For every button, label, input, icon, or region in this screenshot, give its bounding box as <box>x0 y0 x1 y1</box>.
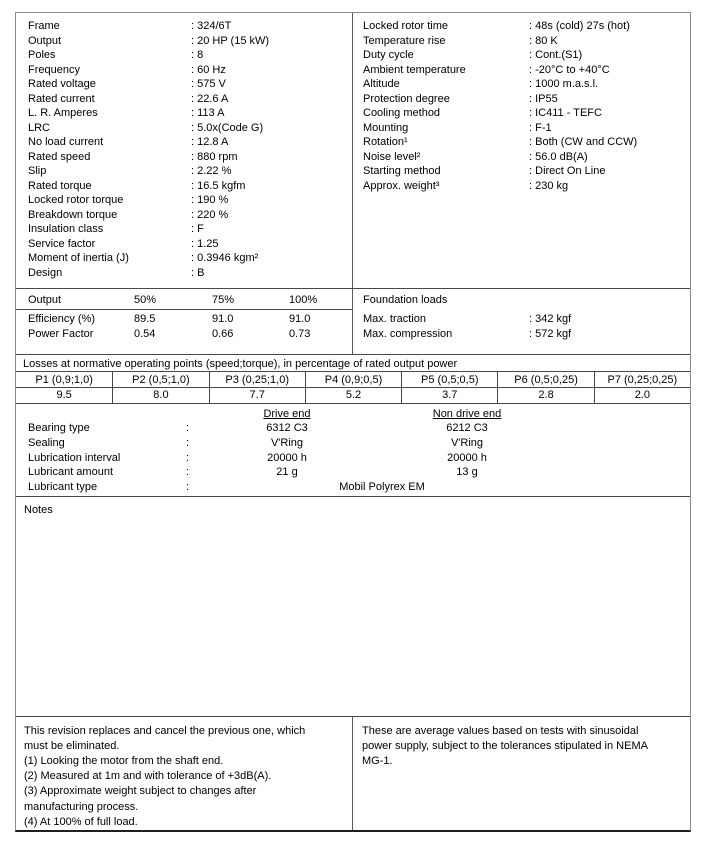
spec-row <box>363 179 690 194</box>
bearings-non-drive-end-value: 6212 C3 <box>446 422 488 435</box>
lubricant-type-label: Lubricant type <box>28 480 98 493</box>
spec-label: Starting method <box>363 165 441 177</box>
performance-row-label: Power Factor <box>28 327 94 340</box>
losses-point-header: P5 (0,5;0,5) <box>401 372 497 388</box>
performance-row <box>16 327 352 342</box>
spec-label: Duty cycle <box>363 49 414 61</box>
footer-note-line: MG-1. <box>362 754 393 767</box>
spec-row <box>28 77 352 92</box>
spec-value: : 5.0x(Code G) <box>191 121 352 136</box>
performance-row-label: Efficiency (%) <box>28 312 96 325</box>
bearings-row-label: Lubrication interval <box>28 451 121 464</box>
foundation-loads <box>352 289 690 354</box>
footer-note-line: (2) Measured at 1m and with tolerance of +3dB(A). <box>24 770 272 783</box>
performance-value-100: 91.0 <box>289 312 311 325</box>
spec-value: : IP55 <box>529 92 690 107</box>
spec-label: Mounting <box>363 121 409 134</box>
spec-label: Noise level² <box>363 150 421 163</box>
spec-label: Moment of inertia (J) <box>28 252 129 264</box>
spec-label: Insulation class <box>28 223 104 235</box>
spec-label: Rated speed <box>28 150 91 163</box>
non-drive-end-header: Non drive end <box>432 407 502 420</box>
spec-value: : 60 Hz <box>191 63 352 78</box>
spec-label: Temperature rise <box>363 34 446 47</box>
spec-label: Design <box>28 266 63 279</box>
spec-label: Rated torque <box>28 179 92 192</box>
losses-point-header: P3 (0,25;1,0) <box>209 372 305 388</box>
performance-section <box>16 288 690 354</box>
bearings-colon <box>186 421 202 436</box>
bearings-drive-end-value: 21 g <box>276 466 298 479</box>
bearings-row-label: Lubricant amount <box>28 466 113 479</box>
bearings-header-row <box>28 407 690 422</box>
spec-label: Cooling method <box>363 107 441 119</box>
bearings-non-drive-end-value: V'Ring <box>450 436 484 449</box>
foundation-row <box>363 327 690 342</box>
performance-value-100: 0.73 <box>289 327 311 340</box>
losses-point-value: 2.8 <box>497 388 593 403</box>
losses-point-value: 2.0 <box>594 388 690 403</box>
spec-value: : 575 V <box>191 77 352 92</box>
spec-row <box>28 193 352 208</box>
specs-left-column <box>16 13 352 288</box>
spec-value: : 113 A <box>191 106 352 121</box>
foundation-label: Max. compression <box>363 327 453 340</box>
spec-label: Protection degree <box>363 92 450 105</box>
spec-row <box>363 92 690 107</box>
bearings-row <box>28 451 690 466</box>
performance-header-75: 75% <box>212 293 235 306</box>
spec-row <box>363 150 690 165</box>
spec-value: : B <box>191 266 352 281</box>
spec-row <box>28 121 352 136</box>
spec-label: Locked rotor time <box>363 20 448 32</box>
footer-note-line: manufacturing process. <box>24 800 139 813</box>
spec-label: Poles <box>28 49 56 61</box>
spec-value: : 1.25 <box>191 237 352 252</box>
foundation-value: : 572 kgf <box>529 327 690 342</box>
spec-value: : 190 % <box>191 193 352 208</box>
spec-row <box>28 251 352 266</box>
performance-rows <box>16 310 352 342</box>
spec-value: : 16.5 kgfm <box>191 179 352 194</box>
losses-header-row <box>16 371 690 388</box>
losses-point-value: 3.7 <box>401 388 497 403</box>
specs-section <box>16 13 690 288</box>
bearings-row-label: Sealing <box>28 436 65 449</box>
datasheet-frame <box>15 12 691 832</box>
spec-value: : F-1 <box>529 121 690 136</box>
bearings-section <box>16 403 690 497</box>
footer-note-line: (1) Looking the motor from the shaft end. <box>24 754 224 767</box>
bearings-header-spacer2 <box>186 407 202 422</box>
spec-value: : 2.22 % <box>191 164 352 179</box>
losses-values-row <box>16 388 690 403</box>
spec-row <box>363 34 690 49</box>
spec-value: : Direct On Line <box>529 164 690 179</box>
spec-value: : 0.3946 kgm² <box>191 251 352 266</box>
spec-row <box>28 237 352 252</box>
performance-header-100: 100% <box>289 293 318 306</box>
spec-value: : 1000 m.a.s.l. <box>529 77 690 92</box>
footer-note-line: These are average values based on tests with sinusoidal <box>362 724 639 737</box>
bearings-drive-end-value: 6312 C3 <box>266 422 308 435</box>
spec-label: No load current <box>28 136 104 148</box>
losses-point-header: P6 (0,5;0,25) <box>497 372 593 388</box>
spec-label: Locked rotor torque <box>28 194 124 206</box>
bearings-drive-end-value: 20000 h <box>267 451 307 464</box>
bearings-non-drive-end-value: 20000 h <box>447 451 487 464</box>
bearings-non-drive-end-value: 13 g <box>456 466 478 479</box>
lubricant-type-value: Mobil Polyrex EM <box>339 480 425 493</box>
bearings-colon <box>186 451 202 466</box>
spec-row <box>28 34 352 49</box>
performance-header-row <box>16 289 352 310</box>
spec-row <box>363 77 690 92</box>
specs-right-column <box>352 13 690 288</box>
losses-point-header: P1 (0,9;1,0) <box>35 373 93 386</box>
footer-left-notes <box>16 717 352 830</box>
drive-end-header: Drive end <box>263 407 311 420</box>
losses-point-header: P2 (0,5;1,0) <box>112 372 208 388</box>
spec-label: Breakdown torque <box>28 208 118 221</box>
footer-note-line: (3) Approximate weight subject to changes after <box>24 785 257 798</box>
spec-value: : F <box>191 222 352 237</box>
spec-label: Frequency <box>28 63 80 76</box>
spec-value: : Cont.(S1) <box>529 48 690 63</box>
spec-row <box>363 164 690 179</box>
spec-label: Rated voltage <box>28 78 96 90</box>
spec-label: Approx. weight³ <box>363 179 440 192</box>
spec-row <box>28 92 352 107</box>
spec-label: Rated current <box>28 92 95 105</box>
spec-label: Rotation¹ <box>363 136 408 148</box>
losses-point-header: P7 (0,25;0,25) <box>594 372 690 388</box>
spec-row <box>28 19 352 34</box>
spec-value: : 80 K <box>529 34 690 49</box>
spec-row <box>28 222 352 237</box>
spec-label: L. R. Amperes <box>28 107 98 119</box>
spec-row <box>28 63 352 78</box>
footer-right-notes <box>352 717 690 830</box>
spec-row <box>363 135 690 150</box>
performance-table <box>16 289 352 354</box>
lubricant-type-row <box>28 480 690 495</box>
footer-note-line: power supply, subject to the tolerances stipulated in NEMA <box>362 739 648 752</box>
bearings-row <box>28 421 690 436</box>
performance-value-50: 0.54 <box>134 327 156 340</box>
foundation-loads-title: Foundation loads <box>363 293 448 306</box>
bearings-colon <box>186 436 202 451</box>
spec-label: Altitude <box>363 78 400 90</box>
losses-point-header: P4 (0,9;0,5) <box>305 372 401 388</box>
bearings-header-spacer <box>28 407 186 422</box>
performance-value-75: 0.66 <box>212 327 234 340</box>
spec-row <box>28 135 352 150</box>
spec-value: : 880 rpm <box>191 150 352 165</box>
spec-row <box>363 106 690 121</box>
spec-value: : 324/6T <box>191 19 352 34</box>
performance-header-output: Output <box>28 293 62 306</box>
notes-section <box>16 496 690 715</box>
foundation-label: Max. traction <box>363 312 426 325</box>
spec-value: : 20 HP (15 kW) <box>191 34 352 49</box>
spec-value: : 8 <box>191 48 352 63</box>
spec-row <box>28 208 352 223</box>
spec-row <box>363 63 690 78</box>
spec-row <box>28 150 352 165</box>
performance-row <box>16 312 352 327</box>
bearings-colon <box>186 480 202 495</box>
losses-point-value: 8.0 <box>112 388 208 403</box>
losses-point-value: 9.5 <box>56 388 72 401</box>
foundation-value: : 342 kgf <box>529 312 690 327</box>
spec-row <box>363 48 690 63</box>
notes-title: Notes <box>24 504 53 517</box>
spec-label: Frame <box>28 20 60 32</box>
spec-row <box>28 266 352 281</box>
spec-value: : 56.0 dB(A) <box>529 150 690 165</box>
spec-row <box>363 19 690 34</box>
spec-row <box>28 164 352 179</box>
spec-label: LRC <box>28 121 51 134</box>
bearings-rows <box>28 421 690 479</box>
spec-label: Service factor <box>28 237 96 250</box>
foundation-rows <box>363 312 690 342</box>
spec-value: : 220 % <box>191 208 352 223</box>
spec-value: : -20°C to +40°C <box>529 63 690 78</box>
losses-point-value: 5.2 <box>305 388 401 403</box>
spec-row <box>28 179 352 194</box>
spec-value: : 12.8 A <box>191 135 352 150</box>
spec-row <box>28 106 352 121</box>
performance-value-75: 91.0 <box>212 312 234 325</box>
spec-value: : Both (CW and CCW) <box>529 135 690 150</box>
spec-value: : 48s (cold) 27s (hot) <box>529 19 690 34</box>
footer-note-line: (4) At 100% of full load. <box>24 815 138 828</box>
bearings-drive-end-value: V'Ring <box>270 436 304 449</box>
bearings-row-label: Bearing type <box>28 422 90 435</box>
foundation-row <box>363 312 690 327</box>
bearings-colon <box>186 465 202 480</box>
spec-label: Output <box>28 34 62 47</box>
losses-title: Losses at normative operating points (speed;torque), in percentage of rated output power <box>16 354 690 371</box>
spec-label: Slip <box>28 165 47 177</box>
footer-note-line: This revision replaces and cancel the previous one, which <box>24 724 306 737</box>
spec-row <box>363 121 690 136</box>
performance-value-50: 89.5 <box>134 312 156 325</box>
footer-section <box>16 716 690 830</box>
losses-point-value: 7.7 <box>209 388 305 403</box>
spec-row <box>28 48 352 63</box>
bearings-row <box>28 465 690 480</box>
footer-note-line: must be eliminated. <box>24 739 120 752</box>
spec-value: : IC411 - TEFC <box>529 106 690 121</box>
performance-header-50: 50% <box>134 293 157 306</box>
spec-value: : 22.6 A <box>191 92 352 107</box>
spec-value: : 230 kg <box>529 179 690 194</box>
spec-label: Ambient temperature <box>363 63 466 76</box>
bearings-row <box>28 436 690 451</box>
